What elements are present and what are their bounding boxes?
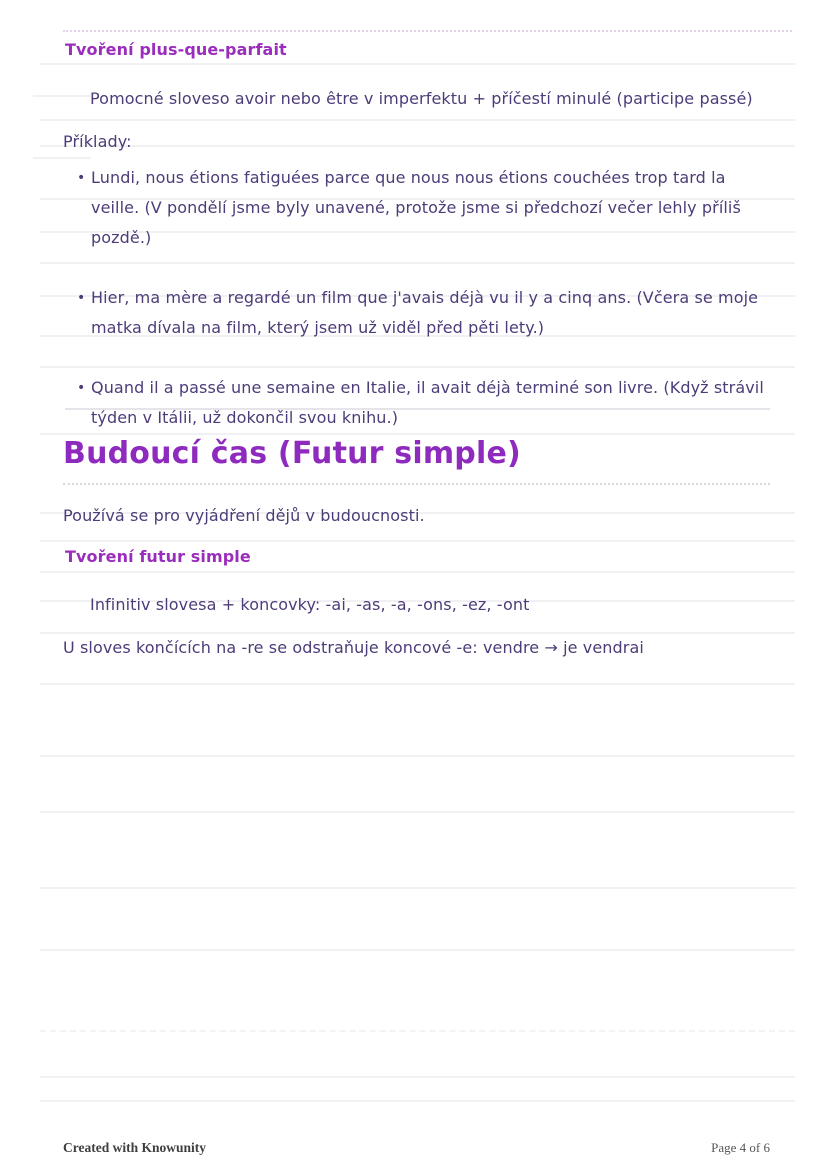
ruled-line [40, 811, 795, 813]
title-futur-simple: Budoucí čas (Futur simple) [63, 436, 521, 471]
intro-futur-simple: Používá se pro vyjádření dějů v budoucnosti. [63, 506, 425, 525]
ruled-line [40, 683, 795, 685]
ruled-line [40, 1076, 795, 1078]
ruled-line [40, 1030, 795, 1032]
formula-plus-que-parfait: Pomocné sloveso avoir nebo être v imperfektu + příčestí minulé (participe passé) [90, 89, 753, 108]
ruled-line [40, 571, 795, 573]
ruled-line [33, 157, 91, 159]
examples-list [77, 163, 765, 463]
ruled-line [40, 63, 795, 65]
section-divider [65, 408, 770, 410]
title-underline [63, 483, 770, 485]
ruled-line [40, 119, 795, 121]
ruled-line [63, 30, 792, 32]
subheading-plus-que-parfait: Tvoření plus-que-parfait [65, 40, 287, 59]
ruled-line [40, 949, 795, 951]
ruled-line [40, 887, 795, 889]
ruled-line [40, 755, 795, 757]
ruled-line [40, 1100, 795, 1102]
ruled-line [33, 95, 91, 97]
example-item: • Lundi, nous étions fatiguées parce que nous nous étions couchées trop tard la veille. (V pondělí jsme byly unavené, protože jsme si předchozí večer lehly příliš pozdě.) [77, 163, 765, 253]
page-footer [63, 1140, 770, 1156]
subheading-futur-simple: Tvoření futur simple [65, 547, 251, 566]
footer-credit: Created with Knowunity [63, 1140, 207, 1155]
ruled-line [40, 540, 795, 542]
note-futur-simple: U sloves končících na -re se odstraňuje koncové -e: vendre → je vendrai [63, 638, 644, 657]
formula-futur-simple: Infinitiv slovesa + koncovky: -ai, -as, -a, -ons, -ez, -ont [90, 595, 530, 614]
footer-page-number: Page 4 of 6 [711, 1140, 770, 1155]
example-item: • Hier, ma mère a regardé un film que j'avais déjà vu il y a cinq ans. (Včera se moje matka dívala na film, který jsem už viděl před pěti lety.) [77, 283, 765, 343]
example-item: • Quand il a passé une semaine en Italie, il avait déjà terminé son livre. (Když strávil týden v Itálii, už dokončil svou knihu.) [77, 373, 765, 433]
examples-label: Příklady: [63, 132, 132, 151]
